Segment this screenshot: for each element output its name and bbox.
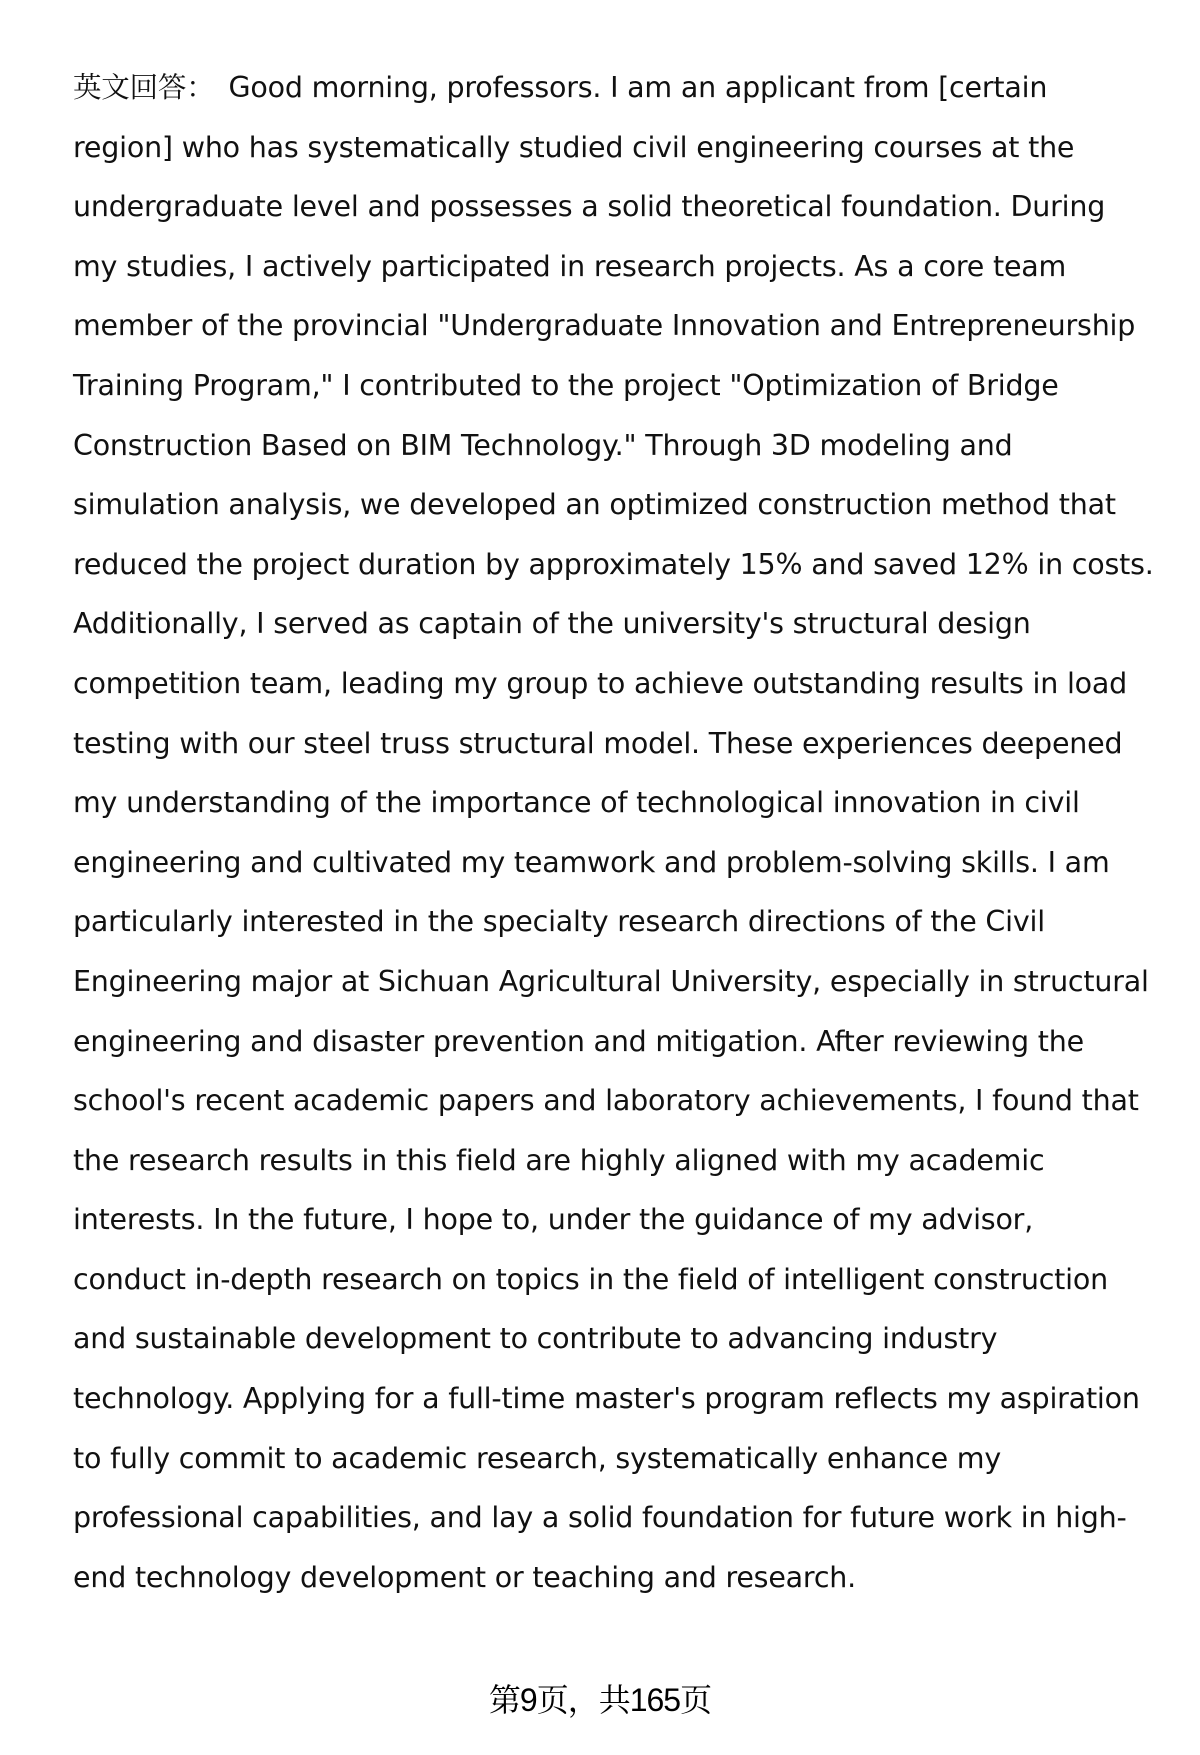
line-text: end technology development or teaching and research.	[73, 1560, 857, 1594]
line-text: my studies, I actively participated in research projects. As a core team	[73, 249, 1067, 283]
text-line	[73, 118, 1183, 178]
line-text: engineering and cultivated my teamwork and problem-solving skills. I am	[73, 845, 1110, 879]
text-line	[73, 833, 1183, 893]
line-text: interests. In the future, I hope to, under the guidance of my advisor,	[73, 1203, 1034, 1237]
line-text: to fully commit to academic research, systematically enhance my	[73, 1441, 1001, 1475]
answer-paragraph	[73, 58, 1183, 1607]
text-line	[73, 952, 1183, 1012]
text-line	[73, 58, 1183, 118]
text-line	[73, 177, 1183, 237]
line-text: undergraduate level and possesses a solid theoretical foundation. During	[73, 190, 1106, 224]
line-text: member of the provincial "Undergraduate Innovation and Entrepreneurship	[73, 309, 1136, 343]
line-text: Good morning, professors. I am an applicant from [certain	[228, 71, 1048, 104]
text-line	[73, 1488, 1183, 1548]
line-text: Training Program," I contributed to the project "Optimization of Bridge	[73, 368, 1059, 402]
line-text: and sustainable development to contribute to advancing industry	[73, 1322, 998, 1356]
text-line	[73, 773, 1183, 833]
text-line	[73, 356, 1183, 416]
text-line	[73, 296, 1183, 356]
line-text: competition team, leading my group to achieve outstanding results in load	[73, 666, 1128, 700]
line-text: region] who has systematically studied civil engineering courses at the	[73, 130, 1075, 164]
answer-label: 英文回答：	[73, 71, 215, 104]
text-line	[73, 1190, 1183, 1250]
text-line	[73, 237, 1183, 297]
text-line	[73, 1250, 1183, 1310]
text-line	[73, 594, 1183, 654]
text-line	[73, 654, 1183, 714]
text-line	[73, 1309, 1183, 1369]
text-line	[73, 1429, 1183, 1489]
text-line	[73, 535, 1183, 595]
text-line	[73, 1071, 1183, 1131]
line-text: Engineering major at Sichuan Agricultural University, especially in structural	[73, 964, 1149, 998]
line-text: conduct in-depth research on topics in the field of intelligent construction	[73, 1262, 1108, 1296]
line-text: Additionally, I served as captain of the university's structural design	[73, 607, 1031, 641]
line-text: engineering and disaster prevention and mitigation. After reviewing the	[73, 1024, 1084, 1058]
text-line	[73, 1012, 1183, 1072]
line-text: the research results in this field are highly aligned with my academic	[73, 1143, 1045, 1177]
line-text: testing with our steel truss structural model. These experiences deepened	[73, 726, 1123, 760]
line-text: simulation analysis, we developed an optimized construction method that	[73, 488, 1116, 522]
page-number: 第9页，共165页	[488, 1682, 712, 1718]
line-text: reduced the project duration by approximately 15% and saved 12% in costs.	[73, 547, 1154, 581]
text-line	[73, 892, 1183, 952]
text-line	[73, 1548, 1183, 1608]
line-text: Construction Based on BIM Technology." Through 3D modeling and	[73, 428, 1013, 462]
line-text: professional capabilities, and lay a solid foundation for future work in high-	[73, 1501, 1127, 1535]
text-line	[73, 475, 1183, 535]
line-text: school's recent academic papers and laboratory achievements, I found that	[73, 1084, 1139, 1118]
text-line	[73, 416, 1183, 476]
line-text: particularly interested in the specialty research directions of the Civil	[73, 905, 1045, 939]
text-line	[73, 1131, 1183, 1191]
text-line	[73, 714, 1183, 774]
text-line	[73, 1369, 1183, 1429]
line-text: my understanding of the importance of technological innovation in civil	[73, 786, 1080, 820]
line-text: technology. Applying for a full-time master's program reflects my aspiration	[73, 1382, 1140, 1416]
